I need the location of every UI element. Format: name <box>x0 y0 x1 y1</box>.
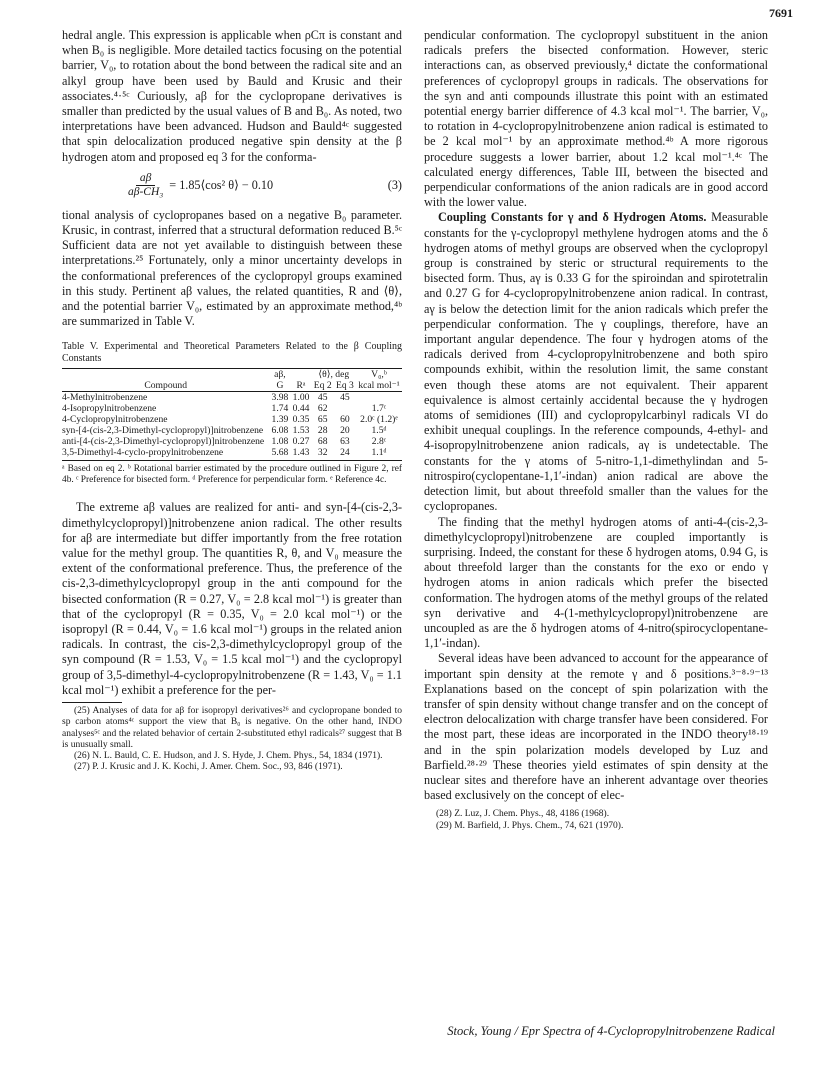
footnote-27: (27) P. J. Krusic and J. K. Kochi, J. Amer. Chem. Soc., 93, 846 (1971). <box>74 762 343 773</box>
table-header-cell: V₀,ᵇ <box>371 369 387 381</box>
footnote-rule <box>62 702 122 703</box>
table-cell: 6.08 <box>271 425 289 437</box>
table-cell: 0.27 <box>292 436 310 448</box>
table-v-grid <box>62 368 402 461</box>
table-cell: 28 <box>317 425 328 437</box>
table-cell: 2.0ᶜ (1.2)ᵉ <box>360 414 398 426</box>
table-header-cell <box>291 369 312 381</box>
table-header-cell: kcal mol⁻¹ <box>356 380 402 392</box>
table-cell: 0.44 <box>292 403 310 415</box>
table-cell: 45 <box>340 392 350 404</box>
table-cell: 20 <box>340 425 350 437</box>
right-paragraph-1: pendicular conformation. The cyclopropyl substituent in the anion radicals prefers the bisected conformation. However, steric interactions can, as observed previously,⁴ dictate the conformational preferences of cyclopropyl groups in radicals. The observations for the syn and anti compounds illustrate this point with an estimated potential energy barrier difference of 4.3 kcal mol⁻¹. The barrier, V₀, to rotation in 4-cyclopropylnitrobenzene anion radical is estimated to be 2 kcal mol⁻¹ by an approximate method.⁴ᵇ A more rigorous procedure suggests a lower barrier, about 1.2 kcal mol⁻¹.⁴ᶜ The calculated energy differences, Table III, between the bisected and perpendicular conformations of the anion radicals are in good accord with the lower value. <box>424 28 768 210</box>
table-row <box>62 447 402 461</box>
table-cell: 32 <box>312 447 334 461</box>
table-cell: 3,5-Dimethyl-4-cyclo-propylnitrobenzene <box>62 447 269 461</box>
table-row <box>62 436 402 447</box>
right-paragraph-3: The finding that the methyl hydrogen atoms of anti-4-(cis-2,3-dimethylcyclopropyl)nitrobenzene are coupled importantly is surprising. Indeed, the constant for these δ hydrogen atoms, 0.94 G, is about threefold larger than the constants for the exo or endo γ hydrogen atoms in anion radicals which prefer the bisected conformation. The hydrogen atoms of the methyl groups of the related syn derivative and 4-(1-methylcyclopropyl)nitrobenzene are uncoupled as are the δ hydrogen atoms of 4-nitro(spirocyclopentane-1,1′-indan). <box>424 514 768 651</box>
equation-number: (3) <box>387 177 402 192</box>
table-notes: ᵃ Based on eq 2. ᵇ Rotational barrier estimated by the procedure outlined in Figure 2, ref 4b. ᶜ Preference for bisected form. ᵈ Preference for perpendicular form. ᵉ Reference 4c. <box>62 464 402 486</box>
left-paragraph-2: tional analysis of cyclopropanes based on a negative B₀ parameter. Krusic, in contrast, inferred that a structural deformation reduced B.⁵ᶜ Sufficient data are not yet available to distinguish between these interpretations.²⁵ Fortunately, only a minor uncertainty develops in the conformational preferences of the cyclopropyl groups examined in this study. Pertinent aβ values, the related quantities, R and ⟨θ⟩, and the potential barrier V₀, estimated by an approximate method,⁴ᵇ are summarized in Table V. <box>62 207 402 329</box>
right-paragraph-2: Measurable constants for the γ-cyclopropyl methylene hydrogen atoms and the δ hydrogen atoms of methyl groups are observed when the cyclopropyl group is constrained by steric or structural requirements to the bisected form. Thus, aγ is 0.33 G for the spiroindan and spirotetralin and 0.27 G for 4-cyclopropylnitrobenzene anion radical. In contrast, aγ is below the detection limit for the anion radicals which prefer the perpendicular conformation. The γ couplings, therefore, have an important angular dependence. The four γ hydrogen atoms of the radicals derived from 4-cyclopropylnitrobenzene and both spiro compounds exhibit, within the resolution limit, the same constant even though these atoms are not equivalent. Their apparent equivalence is almost certainly accidental because the γ hydrogen atoms of semidiones (III) and cyclopropylcarbinyl radicals VI do exhibit unequal couplings. In the reference compounds, 4-ethyl- and 4-isopropylnitrobenzene anion radicals, aγ is undetectable. The constants for the γ atoms of 5-nitro-1,1-dimethylindan and 5-nitrospiro(cyclopentane-1,1′-indan) anion radical are above the detection limit, but about threefold smaller than the values for the cyclopropanes. <box>424 210 768 514</box>
right-column <box>424 28 768 832</box>
table-cell: 1.53 <box>292 425 310 437</box>
table-cell: 1.08 <box>271 436 289 448</box>
equation-fraction <box>128 172 163 199</box>
section-heading: Coupling Constants for γ and δ Hydrogen Atoms. <box>438 210 707 225</box>
table-row <box>62 425 402 436</box>
table-cell: 24 <box>334 447 356 461</box>
table-cell: 3.98 <box>271 392 289 404</box>
left-paragraph-1: hedral angle. This expression is applicable when ρCπ is constant and when B₀ is negligible. More detailed tactics focusing on the potential barrier, V₀, to rotation about the bond between the radical site and an alkyl group have been used by Bauld and Krusic and their associates.⁴·⁵ᶜ Curiously, aβ for the cyclopropane derivatives is smaller than predicted by the usual values of B and B₀. As noted, two interpretations have been advanced. Hudson and Bauld⁴ᶜ suggested that spin delocalization produced negative spin density at the β hydrogen atom and proposed eq 3 for the conforma- <box>62 28 402 164</box>
equation-numerator: aβ <box>136 172 155 186</box>
table-header-cell: Rᵃ <box>291 380 312 392</box>
table-cell: 1.74 <box>271 403 289 415</box>
table-cell: 0.35 <box>292 414 310 426</box>
right-paragraph-2-wrap <box>424 210 768 514</box>
right-footnotes <box>424 809 768 831</box>
footnote-26: (26) N. L. Bauld, C. E. Hudson, and J. S. Hyde, J. Chem. Phys., 54, 1834 (1971). <box>74 750 383 761</box>
left-footnotes <box>62 702 402 773</box>
footnote-25: (25) Analyses of data for aβ for isopropyl derivatives²⁶ and cyclopropane bonded to sp carbon atoms⁴ᶜ support the view that B₀ is negative. On the other hand, INDO analyses⁵ᶜ and the related behavior of certain 2-substituted ethyl radicals²⁷ suggest that B is unusually small. <box>62 706 402 750</box>
left-column <box>62 28 402 773</box>
table-cell: 4-Methylnitrobenzene <box>62 392 148 404</box>
table-header-cell: ⟨θ⟩, deg <box>318 369 350 381</box>
table-header-cell: G <box>269 380 290 392</box>
right-paragraph-4: Several ideas have been advanced to account for the appearance of important spin density at the remote γ and δ positions.³⁻⁸·⁹⁻¹³ Explanations based on the concept of spin polarization with the transfer of spin density without change transfer and on the concept of electron delocalization with charge transfer have been considered. For the most part, these ideas are incorporated in the INDO theory¹⁸·¹⁹ and in the spin polarization models developed by Luz and Barfield.²⁸·²⁹ These theories yield estimates of spin density at the nuclear sites and therefore have an inherent advantage over theories based exclusively on the concept of elec- <box>424 651 768 803</box>
table-cell: 1.39 <box>271 414 289 426</box>
table-caption: Table V. Experimental and Theoretical Parameters Related to the β Coupling Constants <box>62 341 402 365</box>
table-cell: 65 <box>317 414 328 426</box>
footnote-28: (28) Z. Luz, J. Chem. Phys., 48, 4186 (1968). <box>436 809 610 820</box>
equation-3 <box>62 172 402 199</box>
footnote-29: (29) M. Barfield, J. Phys. Chem., 74, 621 (1970). <box>436 820 624 831</box>
table-cell <box>356 392 402 404</box>
equation-denominator: aβ-CH₃ <box>128 185 164 198</box>
table-cell: 45 <box>317 392 328 404</box>
table-header-cell: Eq 3 <box>334 380 356 392</box>
table-cell: 62 <box>317 403 328 415</box>
table-cell: syn-[4-(cis-2,3-Dimethyl-cyclopropyl)]nitrobenzene <box>62 425 264 437</box>
equation-rhs: = 1.85⟨cos² θ⟩ − 0.10 <box>169 177 274 192</box>
running-footer: Stock, Young / Epr Spectra of 4-Cyclopropylnitrobenzene Radical <box>447 1024 775 1038</box>
table-cell: 1.5ᵈ <box>371 425 387 437</box>
table-cell: 4-Isopropylnitrobenzene <box>62 403 157 415</box>
table-cell: 2.8ᶜ <box>371 436 387 448</box>
table-cell: 1.43 <box>291 447 312 461</box>
table-header-cell: Compound <box>62 380 269 392</box>
table-cell <box>334 403 356 414</box>
table-cell: 1.00 <box>292 392 310 404</box>
table-row <box>62 392 402 404</box>
table-cell: 5.68 <box>269 447 290 461</box>
page-number: 7691 <box>769 6 793 20</box>
table-cell: 1.1ᵈ <box>356 447 402 461</box>
table-cell: 4-Cyclopropylnitrobenzene <box>62 414 168 426</box>
table-cell: 60 <box>340 414 350 426</box>
table-header-cell: Eq 2 <box>312 380 334 392</box>
table-cell: 63 <box>340 436 350 448</box>
table-v <box>62 341 402 486</box>
table-cell: 1.7ᶜ <box>371 403 387 415</box>
table-row <box>62 403 402 414</box>
table-header-cell: aβ, <box>274 369 286 381</box>
left-paragraph-3: The extreme aβ values are realized for anti- and syn-[4-(cis-2,3-dimethylcyclopropyl)]nitrobenzene anion radical. The other results for aβ are intermediate but differ importantly from the free rotation value for the methyl group. The quantities R, θ, and V₀ measure the extent of the conformational preference. Thus, the preference of the cis-2,3-dimethylcyclopropyl group in the anti compound for the bisected conformation (R = 0.27, V₀ = 2.8 kcal mol⁻¹) is greater than that of the cyclopropyl (R = 0.35, V₀ = 2.0 kcal mol⁻¹) or the isopropyl (R = 0.44, V₀ = 1.6 kcal mol⁻¹) groups in the related anion radicals. In contrast, the cis-2,3-dimethylcyclopropyl group of the syn compound (R = 1.53, V₀ = 1.5 kcal mol⁻¹) and the cyclopropyl group of 3,5-dimethyl-4-cyclopropylnitrobenzene (R = 1.43, V₀ = 1.1 kcal mol⁻¹) exhibit a preference for the per- <box>62 500 402 697</box>
table-row <box>62 414 402 425</box>
table-header-cell <box>62 369 269 381</box>
table-cell: 68 <box>317 436 328 448</box>
table-cell: anti-[4-(cis-2,3-Dimethyl-cyclopropyl)]nitrobenzene <box>62 436 265 448</box>
